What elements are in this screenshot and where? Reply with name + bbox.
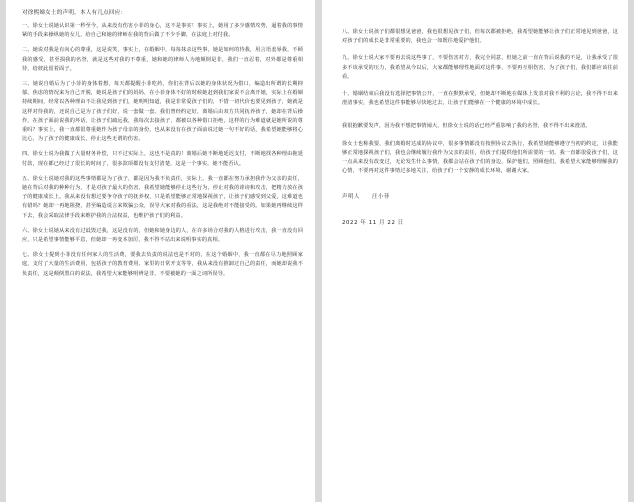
paragraph-1: 一、徐女士说她认识第一秒至今，从来没有伤害小菲的身心，这不是事实！事实上，她用了多少感情攻势，逼着我的事情紧的手段来操纵她的女儿，给自己和她的律师在我的背后做了不少手脚，在法庭上对付我。 [22,23,303,39]
paragraph-7: 七、徐女士提到小菲没有任何家人的生活费，要我去负责的说法也是不对的，在这个婚姻中，我一直都在尽力地照顾家庭，支付了大量的生活费用，包括孩子的教育费用、家里的日常开支等等，我从来没有推卸过自己的责任，而她却说我不负责任，这是颠倒黑白的说法，我希望大家能够明辨是非，不要被她的一面之词所误导。 [22,252,303,277]
document-title: 对徐熙娣女士的声明，本人有几点回应： [22,10,127,16]
paragraph-9: 九、徐女士说大家不要再去说这些事了，不要伤害对方，我完全同意，但她之前一直在背后说我的不是，让我承受了很多不该承受的压力，我希望从今以后，大家都能够理性地面对这件事，不要再互相伤害，为了孩子们，我们都应该往前看。 [342,55,618,80]
date-line: 2022 年 11 月 22 日 [342,220,404,227]
right-page [322,0,628,502]
left-page [6,0,315,502]
paragraph-3: 三、她说自婚后为了小菲的身体着想，每天都提醒小菲吃药，你们在背后以她的身体状况为借口，编造出所谓的长期抑郁、焦虑的情况来为自己开脱，她说是孩子们的妈妈，在小菲身体不好的时候她赶到我们家说不会离开她，实际上在婚姻持续期间，经常以各种理由不让我见到孩子们，她明明知道，我是非常爱孩子们的，不惜一切代价也要见到孩子，她就是这样对待我的，还说自己是为了孩子们好，说一套做一套。我们曾经约定好，离婚后由双方共同抚养孩子，她却在背后操作，在孩子面前说我的坏话，让孩子们疏远我，我每次去接孩子，都被以各种借口拒绝，这样的行为难道就是她所说的尊重吗？事实上，我一直都很尊重她作为孩子母亲的身份，也从来没有在孩子面前说过她一句不好的话，我希望她能够将心比心，为了孩子的健康成长，停止这些无谓的伤害。 [22,81,303,143]
paragraph-10: 十、婚姻结束后我没有选择把事情公开，一直在默默承受，但她却不断地在媒体上发表对我不利的言论，我不得不出来澄清事实，我也希望这件事能够尽快地过去，让孩子们能够在一个健康的环境中成长。 [342,91,618,107]
paragraph-8: 八、徐女士说孩子们都很想见爸爸，我也很想见孩子们，但每次都被拒绝，我希望她能够让孩子们正常地见到爸爸，这对孩子们的成长是非常重要的，我也会一如既往地爱护他们。 [342,29,618,45]
closing-paragraph-1: 我很抱歉要发声，因为我不想把事情闹大，但徐女士说的话已经严重影响了我的名誉，我不得不出来澄清。 [342,123,591,130]
paragraph-2: 二、她说对我是有向心的尊重，这是说笑，事实上，在婚姻中，每每抹杀这些事，她是如何的待我，用言语羞辱我，不顾我的感受，甚至损我的名誉，就是这些对我的不尊重，她和她的律师人为地颠倒是非，我们一直忍着，对外都是尊重相待，给彼此留着面子。 [22,47,303,72]
paragraph-6: 六、徐女士说她从来没有过诋毁过我，这是没有的，但她和她身边的人，在许多场合对我的人格进行攻击，我一直没有回应，只是希望事情能够平息，但她却一再变本加厉，我不得不站出来说明事实的真相。 [22,227,303,244]
paragraph-5: 五、徐女士说她对我的这些事情都是为了孩子，都是因为我不负责任，实际上，我一直都在努力承担我作为父亲的责任，她在背后对我的种种行为，才是对孩子最大的伤害，我希望她能够停止这些行为，停止对我的诽谤和攻击，把精力放在孩子的健康成长上。我从来没有想过要争夺孩子的抚养权，只是希望能够正常地探视孩子，让孩子们感受到父爱，这难道也有错吗？她却一再地阻挠，甚至编造谎言来欺骗公众，误导大家对我的看法，这是我绝对不能接受的。如果她再继续这样下去，我会采取法律手段来维护我的合法权益，也维护孩子们的利益。 [22,175,303,219]
paragraph-4: 四、徐女士说为我做了大量财务补偿，只不过实际上，这也不是真的！离婚后她不断地延迟支付，不断地找各种理由拖延付款，现在都已经过了很长的时间了，很多款项都没有支付清楚，这是一个事实，她不能否认。 [22,151,303,167]
closing-paragraph-2: 徐女士也称我要，我们离婚时达成的协议中，很多事情都没有按照协议去执行，我希望她能够遵守当初的约定，让我能够正常地探视孩子们，我也会继续履行我作为父亲的责任，给孩子们提供他们所需要的一切。我一直都很爱孩子们，这一点从来没有改变过，无论发生什么事情，我都会站在孩子们的身边，保护他们，照顾他们。我希望大家能够理解我的心情，不要再对这件事情过多地关注，给孩子们一个安静的成长环境，谢谢大家。 [342,140,618,175]
signer-line: 声明人 汪小菲 [342,194,390,201]
